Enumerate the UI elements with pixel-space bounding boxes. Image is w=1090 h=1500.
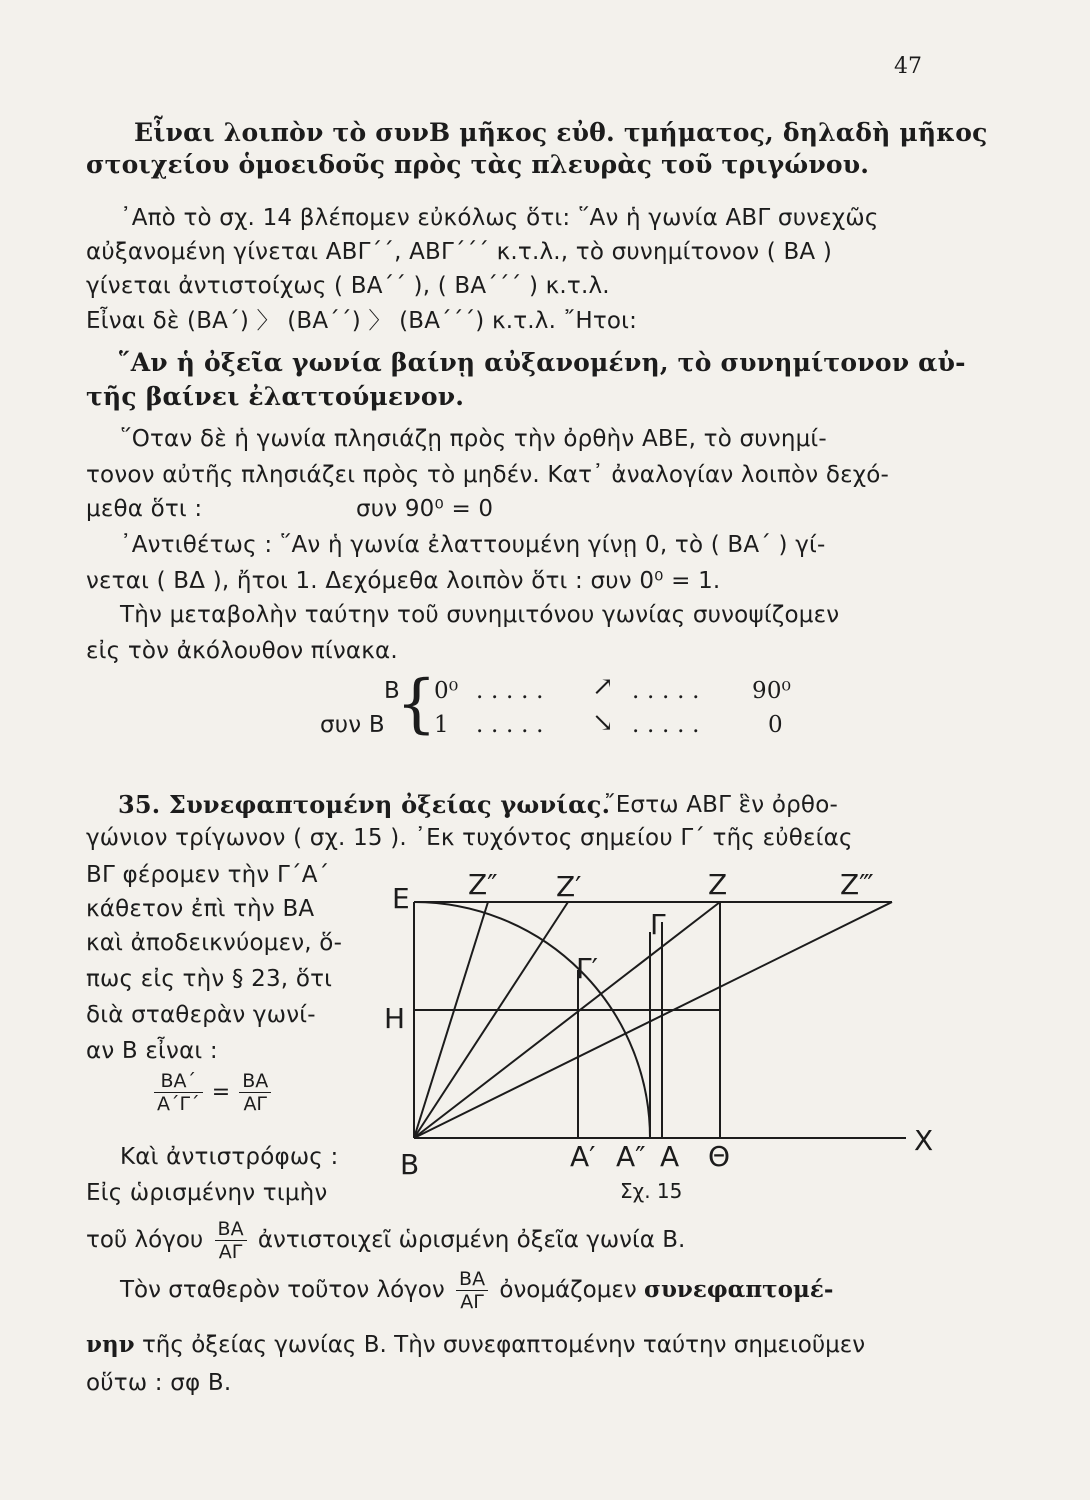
text-line: νεται ( ΒΔ ), ἤτοι 1. Δεχόμεθα λοιπὸν ὅτι : συν 0⁰ = 1. xyxy=(86,568,721,594)
text-span: τοῦ λόγου xyxy=(86,1227,204,1253)
text-line: Εἰς ὡρισμένην τιμὴν xyxy=(86,1180,328,1206)
text-line: ΒΓ φέρομεν τὴν Γ΄Α΄ xyxy=(86,862,330,888)
text-line: κάθετον ἐπὶ τὴν ΒΑ xyxy=(86,896,315,922)
figure-caption: Σχ. 15 xyxy=(620,1179,683,1203)
figure-15 xyxy=(370,860,950,1220)
label-e: E xyxy=(392,882,410,915)
table-dots: . . . . . xyxy=(632,678,700,704)
equals-sign: = xyxy=(211,1080,231,1105)
bold-term: συνεφαπτομέ- xyxy=(643,1276,834,1303)
numerator: ΒΑ΄ xyxy=(154,1070,203,1093)
label-z2: Z″ xyxy=(468,868,498,901)
text-span: ὀνομάζομεν xyxy=(499,1277,637,1303)
table-cell: 0⁰ xyxy=(434,678,459,704)
brace: { xyxy=(396,667,437,741)
text-line: μεθα ὅτι : xyxy=(86,496,203,522)
label-z3: Z‴ xyxy=(840,868,874,901)
label-h: H xyxy=(384,1002,406,1035)
denominator: ΑΓ xyxy=(243,1093,268,1115)
table-row-label: συν Β xyxy=(320,712,385,738)
table-row-label: Β xyxy=(384,678,400,704)
text-line: ῎Εστω ΑΒΓ ἓν ὀρθο- xyxy=(604,792,838,818)
text-line: ᾿Αντιθέτως : ῞Αν ἡ γωνία ἐλαττουμένη γίνῃ 0, τὸ ( ΒΑ΄ ) γί- xyxy=(120,532,826,558)
text-line xyxy=(86,1218,685,1263)
label-theta: Θ xyxy=(708,1140,731,1173)
label-b: B xyxy=(400,1148,420,1181)
text-line: τῆς βαίνει ἐλαττούμενον. xyxy=(86,382,465,411)
label-x: X xyxy=(914,1124,934,1157)
text-line: γίνεται ἀντιστοίχως ( ΒΑ΄΄ ), ( ΒΑ΄΄΄ ) κ.τ.λ. xyxy=(86,273,610,299)
text-line: Εἶναι δὲ (ΒΑ΄) 〉 (ΒΑ΄΄) 〉 (ΒΑ΄΄΄) κ.τ.λ. ῎Ητοι: xyxy=(86,308,638,334)
text-line: αν Β εἶναι : xyxy=(86,1038,218,1064)
text-line: εἰς τὸν ἀκόλουθον πίνακα. xyxy=(86,638,398,664)
text-line: Εἶναι λοιπὸν τὸ συνΒ μῆκος εὐθ. τμήματος, δηλαδὴ μῆκος xyxy=(134,118,988,147)
text-span: τῆς ὀξείας γωνίας Β. Τὴν συνεφαπτομένην ταύτην σημειοῦμεν xyxy=(141,1332,866,1358)
table-dots: . . . . . xyxy=(476,712,544,738)
ray-bz1 xyxy=(414,902,568,1138)
label-g1: Γ′ xyxy=(576,952,598,985)
numerator: ΒΑ xyxy=(215,1218,247,1241)
numerator: ΒΑ xyxy=(239,1070,271,1093)
text-line: διὰ σταθερὰν γωνί- xyxy=(86,1002,316,1028)
fraction xyxy=(154,1070,203,1115)
denominator: ΑΓ xyxy=(460,1291,484,1313)
bold-term: νην xyxy=(86,1331,135,1358)
ray-bz xyxy=(414,902,720,1138)
text-line: Τὴν μεταβολὴν ταύτην τοῦ συνημιτόνου γωνίας συνοψίζομεν xyxy=(120,602,840,628)
label-a1: A′ xyxy=(570,1140,596,1173)
table-cell: 90⁰ xyxy=(752,678,792,704)
text-span: Τὸν σταθερὸν τοῦτον λόγον xyxy=(120,1277,445,1303)
label-a: A xyxy=(660,1140,680,1173)
text-line: στοιχείου ὁμοειδοῦς πρὸς τὰς πλευρὰς τοῦ τριγώνου. xyxy=(86,150,870,179)
text-span: ἀντιστοιχεῖ ὡρισμένη ὀξεῖα γωνία Β. xyxy=(257,1227,686,1253)
equation: συν 90⁰ = 0 xyxy=(356,496,494,522)
text-line: ῞Οταν δὲ ἡ γωνία πλησιάζῃ πρὸς τὴν ὀρθὴν ΑΒΕ, τὸ συνημί- xyxy=(120,426,827,452)
table-cell: 1 xyxy=(434,712,449,738)
section-title: 35. Συνεφαπτομένη ὀξείας γωνίας. xyxy=(118,790,611,819)
arc xyxy=(414,902,650,1138)
label-z: Z xyxy=(708,868,728,901)
text-line: Καὶ ἀντιστρόφως : xyxy=(120,1144,339,1170)
numerator: ΒΑ xyxy=(456,1268,488,1291)
text-line: καὶ ἀποδεικνύομεν, ὅ- xyxy=(86,930,343,956)
text-line: ῞Αν ἡ ὀξεῖα γωνία βαίνῃ αὐξανομένη, τὸ συνημίτονον αὐ- xyxy=(118,348,966,377)
label-g: Γ xyxy=(650,908,666,941)
text-line: οὕτω : σφ Β. xyxy=(86,1370,232,1396)
text-line: αὐξανομένη γίνεται ΑΒΓ΄΄, ΑΒΓ΄΄΄ κ.τ.λ., τὸ συνημίτονον ( ΒΑ ) xyxy=(86,239,833,265)
arrow-up-icon: ↗ xyxy=(592,672,614,702)
arrow-down-icon: ↘ xyxy=(592,708,614,738)
text-line: τονον αὐτῆς πλησιάζει πρὸς τὸ μηδέν. Κατ᾿ ἀναλογίαν λοιπὸν δεχό- xyxy=(86,462,890,488)
fraction xyxy=(239,1070,271,1115)
table-dots: . . . . . xyxy=(632,712,700,738)
denominator: ΑΓ xyxy=(218,1241,243,1263)
table-dots: . . . . . xyxy=(476,678,544,704)
text-line: ᾿Απὸ τὸ σχ. 14 βλέπομεν εὐκόλως ὅτι: ῞Αν ἡ γωνία ΑΒΓ συνεχῶς xyxy=(120,205,879,231)
page-number: 47 xyxy=(894,54,922,79)
text-line xyxy=(120,1268,833,1313)
text-line xyxy=(86,1330,865,1360)
text-line: πως εἰς τὴν § 23, ὅτι xyxy=(86,966,333,992)
fraction xyxy=(456,1268,488,1313)
label-z1: Z′ xyxy=(556,870,582,903)
table-cell: 0 xyxy=(768,712,783,738)
ratio-equation xyxy=(150,1070,275,1115)
text-line: γώνιον τρίγωνον ( σχ. 15 ). ᾿Εκ τυχόντος σημείου Γ΄ τῆς εὐθείας xyxy=(86,825,853,851)
fraction xyxy=(215,1218,247,1263)
label-a2: A″ xyxy=(616,1140,646,1173)
denominator: Α΄Γ΄ xyxy=(157,1093,200,1115)
ray-bz2 xyxy=(414,902,488,1138)
